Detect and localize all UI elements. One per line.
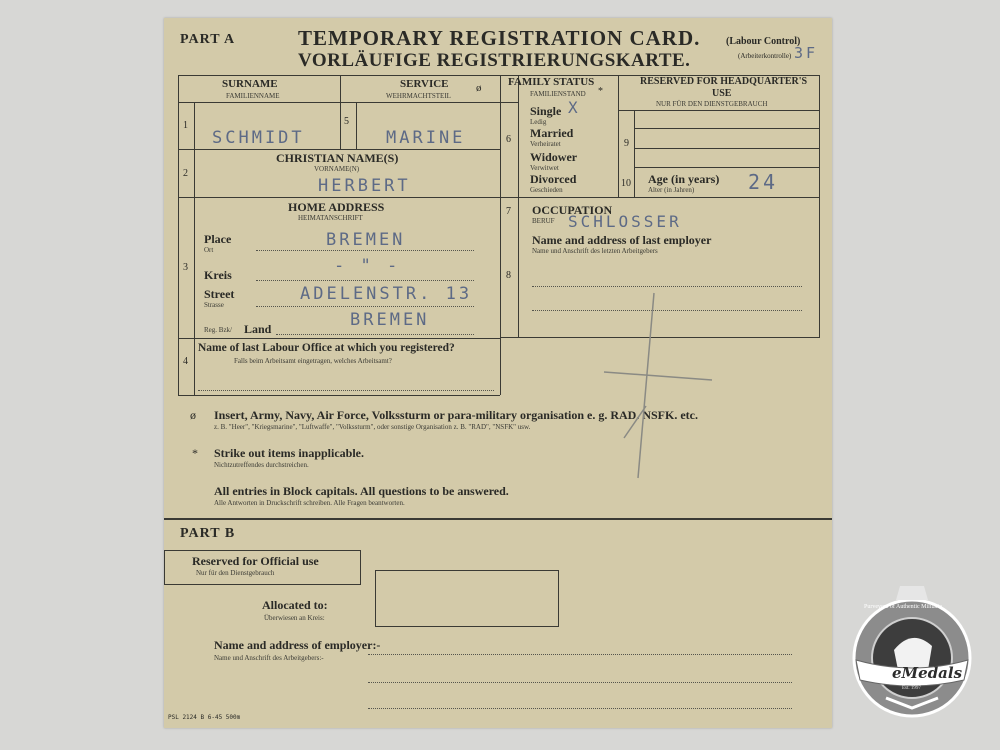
age-entry: 24: [748, 170, 779, 194]
last-employer-label: Name and address of last employer: [532, 233, 712, 247]
emedals-seal-graphic: [842, 580, 982, 725]
status-divorced-german: Geschieden: [530, 186, 563, 194]
note-3-german: Alle Antworten in Druckschrift schreiben. Alle Fragen beantworten.: [214, 499, 405, 507]
emedals-ring-text: Purveyors of Authentic Militaria: [864, 604, 943, 610]
part-b-label: PART B: [180, 526, 236, 541]
occupation-entry: SCHLOSSER: [568, 212, 682, 231]
official-use-label: Reserved for Official use: [192, 554, 319, 568]
note-3-text: All entries in Block capitals. All questions to be answered.: [214, 484, 509, 498]
row-number-1: 1: [183, 120, 188, 131]
emedals-est: Est. 1997: [902, 686, 921, 691]
status-single: Single: [530, 104, 562, 118]
title-english: TEMPORARY REGISTRATION CARD.: [298, 26, 701, 50]
part-a-label: PART A: [180, 32, 236, 47]
title-german: VORLÄUFIGE REGISTRIERUNGSKARTE.: [298, 50, 691, 71]
allocated-label: Allocated to:: [262, 598, 328, 612]
note-1-german: z. B. "Heer", "Kriegsmarine", "Luftwaffe", "Volkssturm", oder sonstige Organisation z. B. "RAD", "NSFK" usw.: [214, 423, 531, 431]
last-employer-label-german: Name und Anschrift des letzten Arbeitgebers: [532, 247, 658, 255]
single-strike-mark: X: [568, 98, 578, 117]
note-2-symbol: *: [192, 446, 198, 460]
employer-label: Name and address of employer:-: [214, 638, 381, 652]
row-number-7: 7: [506, 206, 511, 217]
note-1-symbol: ø: [190, 408, 196, 422]
labour-control-german: (Arbeiterkontrolle): [738, 52, 792, 60]
status-widower: Widower: [530, 150, 578, 164]
crown-icon: [896, 586, 928, 600]
reserved-header-german: NUR FÜR DEN DIENSTGEBRAUCH: [656, 100, 768, 108]
reserved-header-use: USE: [712, 88, 732, 99]
christian-name-entry: HERBERT: [318, 176, 411, 196]
note-2-text: Strike out items inapplicable.: [214, 446, 365, 460]
surname-header: SURNAME: [222, 78, 278, 90]
row-number-6: 6: [506, 134, 511, 145]
occupation-label-german: BERUF: [532, 217, 555, 225]
row-number-8: 8: [506, 270, 511, 281]
emedals-logo: [842, 580, 982, 725]
home-address-label: HOME ADDRESS: [288, 200, 385, 214]
age-label: Age (in years): [648, 172, 720, 186]
emedals-brand: eMedals: [892, 664, 963, 682]
service-entry: MARINE: [386, 128, 466, 148]
allocated-box: [375, 570, 559, 627]
street-entry: ADELENSTR. 13: [300, 284, 473, 304]
place-label: Place: [204, 232, 232, 246]
note-2-german: Nichtzutreffendes durchstreichen.: [214, 461, 309, 469]
land-entry: BREMEN: [350, 310, 430, 330]
status-married: Married: [530, 126, 574, 140]
kreis-entry: - " -: [334, 256, 401, 276]
service-header-mark: ø: [476, 82, 482, 94]
family-status-header: FAMILY STATUS: [508, 76, 595, 88]
place-entry: BREMEN: [326, 230, 406, 250]
service-header: SERVICE: [400, 78, 449, 90]
status-married-german: Verheiratet: [530, 140, 561, 148]
row-number-2: 2: [183, 168, 188, 179]
handwritten-note: 3F: [794, 44, 819, 62]
employer-label-german: Name und Anschrift des Arbeitgebers:-: [214, 654, 324, 662]
street-label-german: Strasse: [204, 301, 224, 309]
age-label-german: Alter (in Jahren): [648, 186, 695, 194]
place-label-german: Ort: [204, 246, 214, 254]
family-status-header-mark: *: [598, 86, 603, 97]
street-label: Street: [204, 287, 235, 301]
row-number-3: 3: [183, 262, 188, 273]
kreis-label: Kreis: [204, 268, 232, 282]
row-number-4: 4: [183, 356, 188, 367]
row-number-5: 5: [344, 116, 349, 127]
christian-name-label-german: VORNAME(N): [314, 165, 360, 173]
allocated-label-german: Überwiesen an Kreis:: [264, 614, 325, 622]
reg-bzk-label: Reg. Bzk/: [204, 326, 232, 334]
surname-entry: SCHMIDT: [212, 128, 305, 148]
row-number-9: 9: [624, 138, 629, 149]
pencil-scribble: [584, 288, 724, 488]
reserved-header: RESERVED FOR HEADQUARTER'S: [640, 76, 808, 87]
status-single-german: Ledig: [530, 118, 547, 126]
note-1-text: Insert, Army, Navy, Air Force, Volkssturm or para-military organisation e. g. RAD. NSFK. etc.: [214, 408, 698, 422]
family-status-header-german: FAMILIENSTAND: [530, 90, 586, 98]
land-label: Land: [244, 322, 272, 336]
home-address-label-german: HEIMATANSCHRIFT: [298, 214, 363, 222]
official-use-label-german: Nur für den Dienstgebrauch: [196, 569, 275, 577]
registration-card: [164, 18, 832, 728]
labour-control-label: (Labour Control): [726, 36, 801, 47]
status-widower-german: Verwitwet: [530, 164, 559, 172]
surname-header-german: FAMILIENNAME: [226, 92, 280, 100]
status-divorced: Divorced: [530, 172, 577, 186]
print-code: PSL 2124 B 6-45 500m: [168, 714, 241, 721]
row-number-10: 10: [621, 178, 631, 189]
service-header-german: WEHRMACHTSTEIL: [386, 92, 451, 100]
labour-office-label-german: Falls beim Arbeitsamt eingetragen, welches Arbeitsamt?: [234, 357, 392, 365]
labour-office-label: Name of last Labour Office at which you registered?: [198, 342, 455, 354]
christian-name-label: CHRISTIAN NAME(S): [276, 151, 399, 165]
occupation-label: OCCUPATION: [532, 203, 613, 217]
